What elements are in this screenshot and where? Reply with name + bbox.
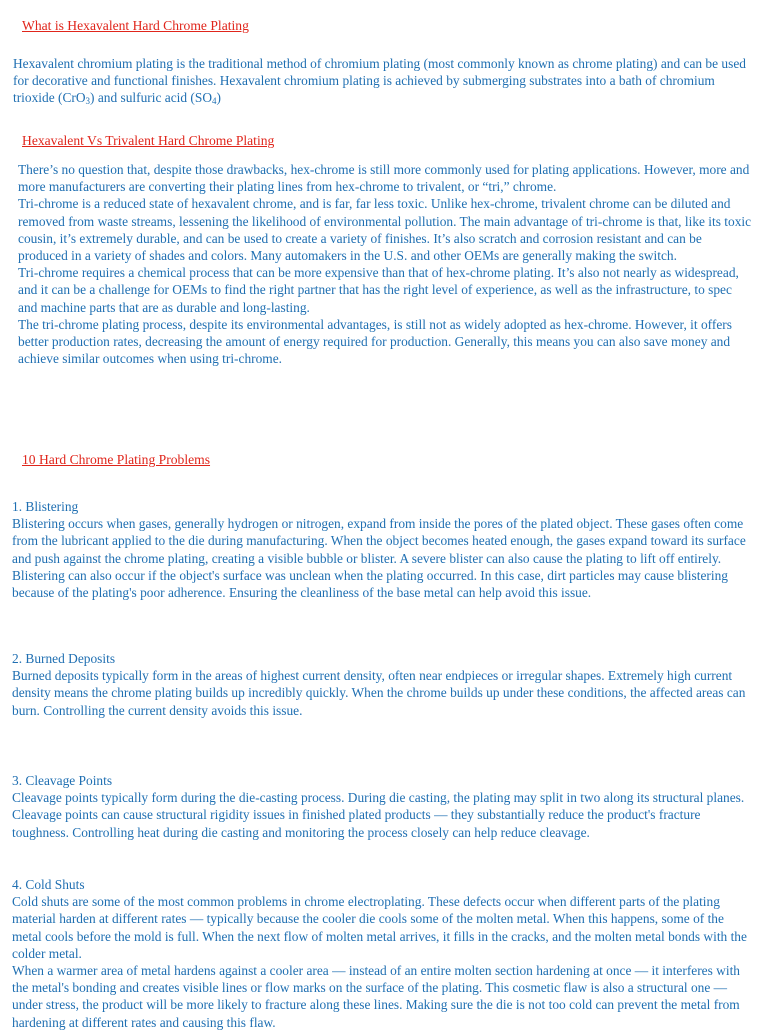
- problem-paragraph: Blistering can also occur if the object's surface was unclean when the plating occurred. In this case, dirt particles may cause blistering because of the plating's poor adherence. Ensuring the cleanliness of the base metal can help avoid this issue.: [12, 567, 728, 601]
- heading-hex-vs-tri: Hexavalent Vs Trivalent Hard Chrome Plating: [22, 133, 275, 148]
- problem-cleavage-points: [12, 772, 754, 841]
- comparison-paragraph-4: The tri-chrome plating process, despite its environmental advantages, is still not as widely adopted as hex-chrome. However, it offers better production rates, decreasing the amount of energy required for production. Generally, this means you can also save money and achieve similar outcomes when using tri-chrome.: [18, 316, 732, 367]
- intro-paragraph: Hexavalent chromium plating is the traditional method of chromium plating (most commonly known as chrome plating) and can be used for decorative and functional finishes. Hexavalent chromium plating is achieved by submerging substrates into a bath of chromium trioxide (CrO$_3$) and sulfuric acid $(SO_4)$: [13, 56, 746, 107]
- problem-title: 3. Cleavage Points: [12, 773, 113, 788]
- heading-problems: 10 Hard Chrome Plating Problems: [22, 452, 211, 467]
- comparison-paragraph-2: Tri-chrome is a reduced state of hexavalent chrome, and is far, far less toxic. Unlike hex-chrome, trivalent chrome can be diluted and removed from waste streams, lessening the likelihood of environmental pollution. The main advantage of tri-chrome is that, like its toxic cousin, it’s extremely durable, and can be used to create a variety of finishes. It’s also scratch and corrosion resistant and can be produced in a variety of shades and colors. Many automakers in the U.S. and other OEMs are generally making the switch.: [18, 196, 752, 264]
- problem-paragraph: Cleavage points typically form during the die-casting process. During die casting, the plating may split in two along its structural planes. Cleavage points can cause structural rigidity issues in finished plated products — they substantially reduce the product's fracture toughness. Controlling heat during die casting and monitoring the process closely can help reduce cleavage.: [12, 790, 745, 840]
- comparison-section: [18, 161, 753, 367]
- problem-cold-shuts: [12, 876, 754, 1031]
- problem-paragraph: Blistering occurs when gases, generally hydrogen or nitrogen, expand from inside the pores of the plated object. These gases often come from the lubricant applied to the die during manufacturing. When the object becomes heated enough, the gases expand toward its surface and push against the chrome plating, creating a visible bubble or blister. A severe blister can also cause the plating to lift off entirely.: [12, 516, 746, 566]
- problem-title: 2. Burned Deposits: [12, 651, 116, 666]
- problem-paragraph: Cold shuts are some of the most common problems in chrome electroplating. These defects occur when different parts of the plating material harden at different rates — typically because the cooler die cools some of the molten metal. When this happens, some of the metal cools before the mold is full. When the next flow of molten metal arrives, it fills in the cracks, and the molten metal bonds with the colder metal.: [12, 894, 747, 961]
- problem-title: 1. Blistering: [12, 499, 79, 514]
- comparison-paragraph-3: Tri-chrome requires a chemical process that can be more expensive than that of hex-chrome plating. It’s also not nearly as widespread, and it can be a challenge for OEMs to find the right partner that has the right level of experience, as well as the infrastructure, to spec and machine parts that are as durable and long-lasting.: [18, 265, 739, 315]
- problem-blistering: [12, 498, 754, 601]
- problem-burned-deposits: [12, 650, 754, 719]
- heading-hexavalent: What is Hexavalent Hard Chrome Plating: [22, 18, 249, 33]
- problem-paragraph: Burned deposits typically form in the areas of highest current density, often near endpieces or irregular shapes. Extremely high current density means the chrome plating builds up incredibly quickly. When the chrome builds up under these conditions, the affected areas can burn. Controlling the current density avoids this issue.: [12, 668, 746, 718]
- problem-paragraph: When a warmer area of metal hardens against a cooler area — instead of an entire molten section hardening at once — it interferes with the metal's bonding and creates visible lines or flow marks on the surface of the plating. This cosmetic flaw is also a structural one — under stress, the product will be more likely to fracture along these lines. Making sure the die is not too cold can prevent the metal from hardening at different rates and causing this flaw.: [12, 963, 740, 1030]
- problem-title: 4. Cold Shuts: [12, 877, 85, 892]
- comparison-paragraph-1: There’s no question that, despite those drawbacks, hex-chrome is still more commonly used for plating applications. However, more and more manufacturers are converting their plating lines from hex-chrome to trivalent, or “tri,” chrome.: [18, 162, 750, 195]
